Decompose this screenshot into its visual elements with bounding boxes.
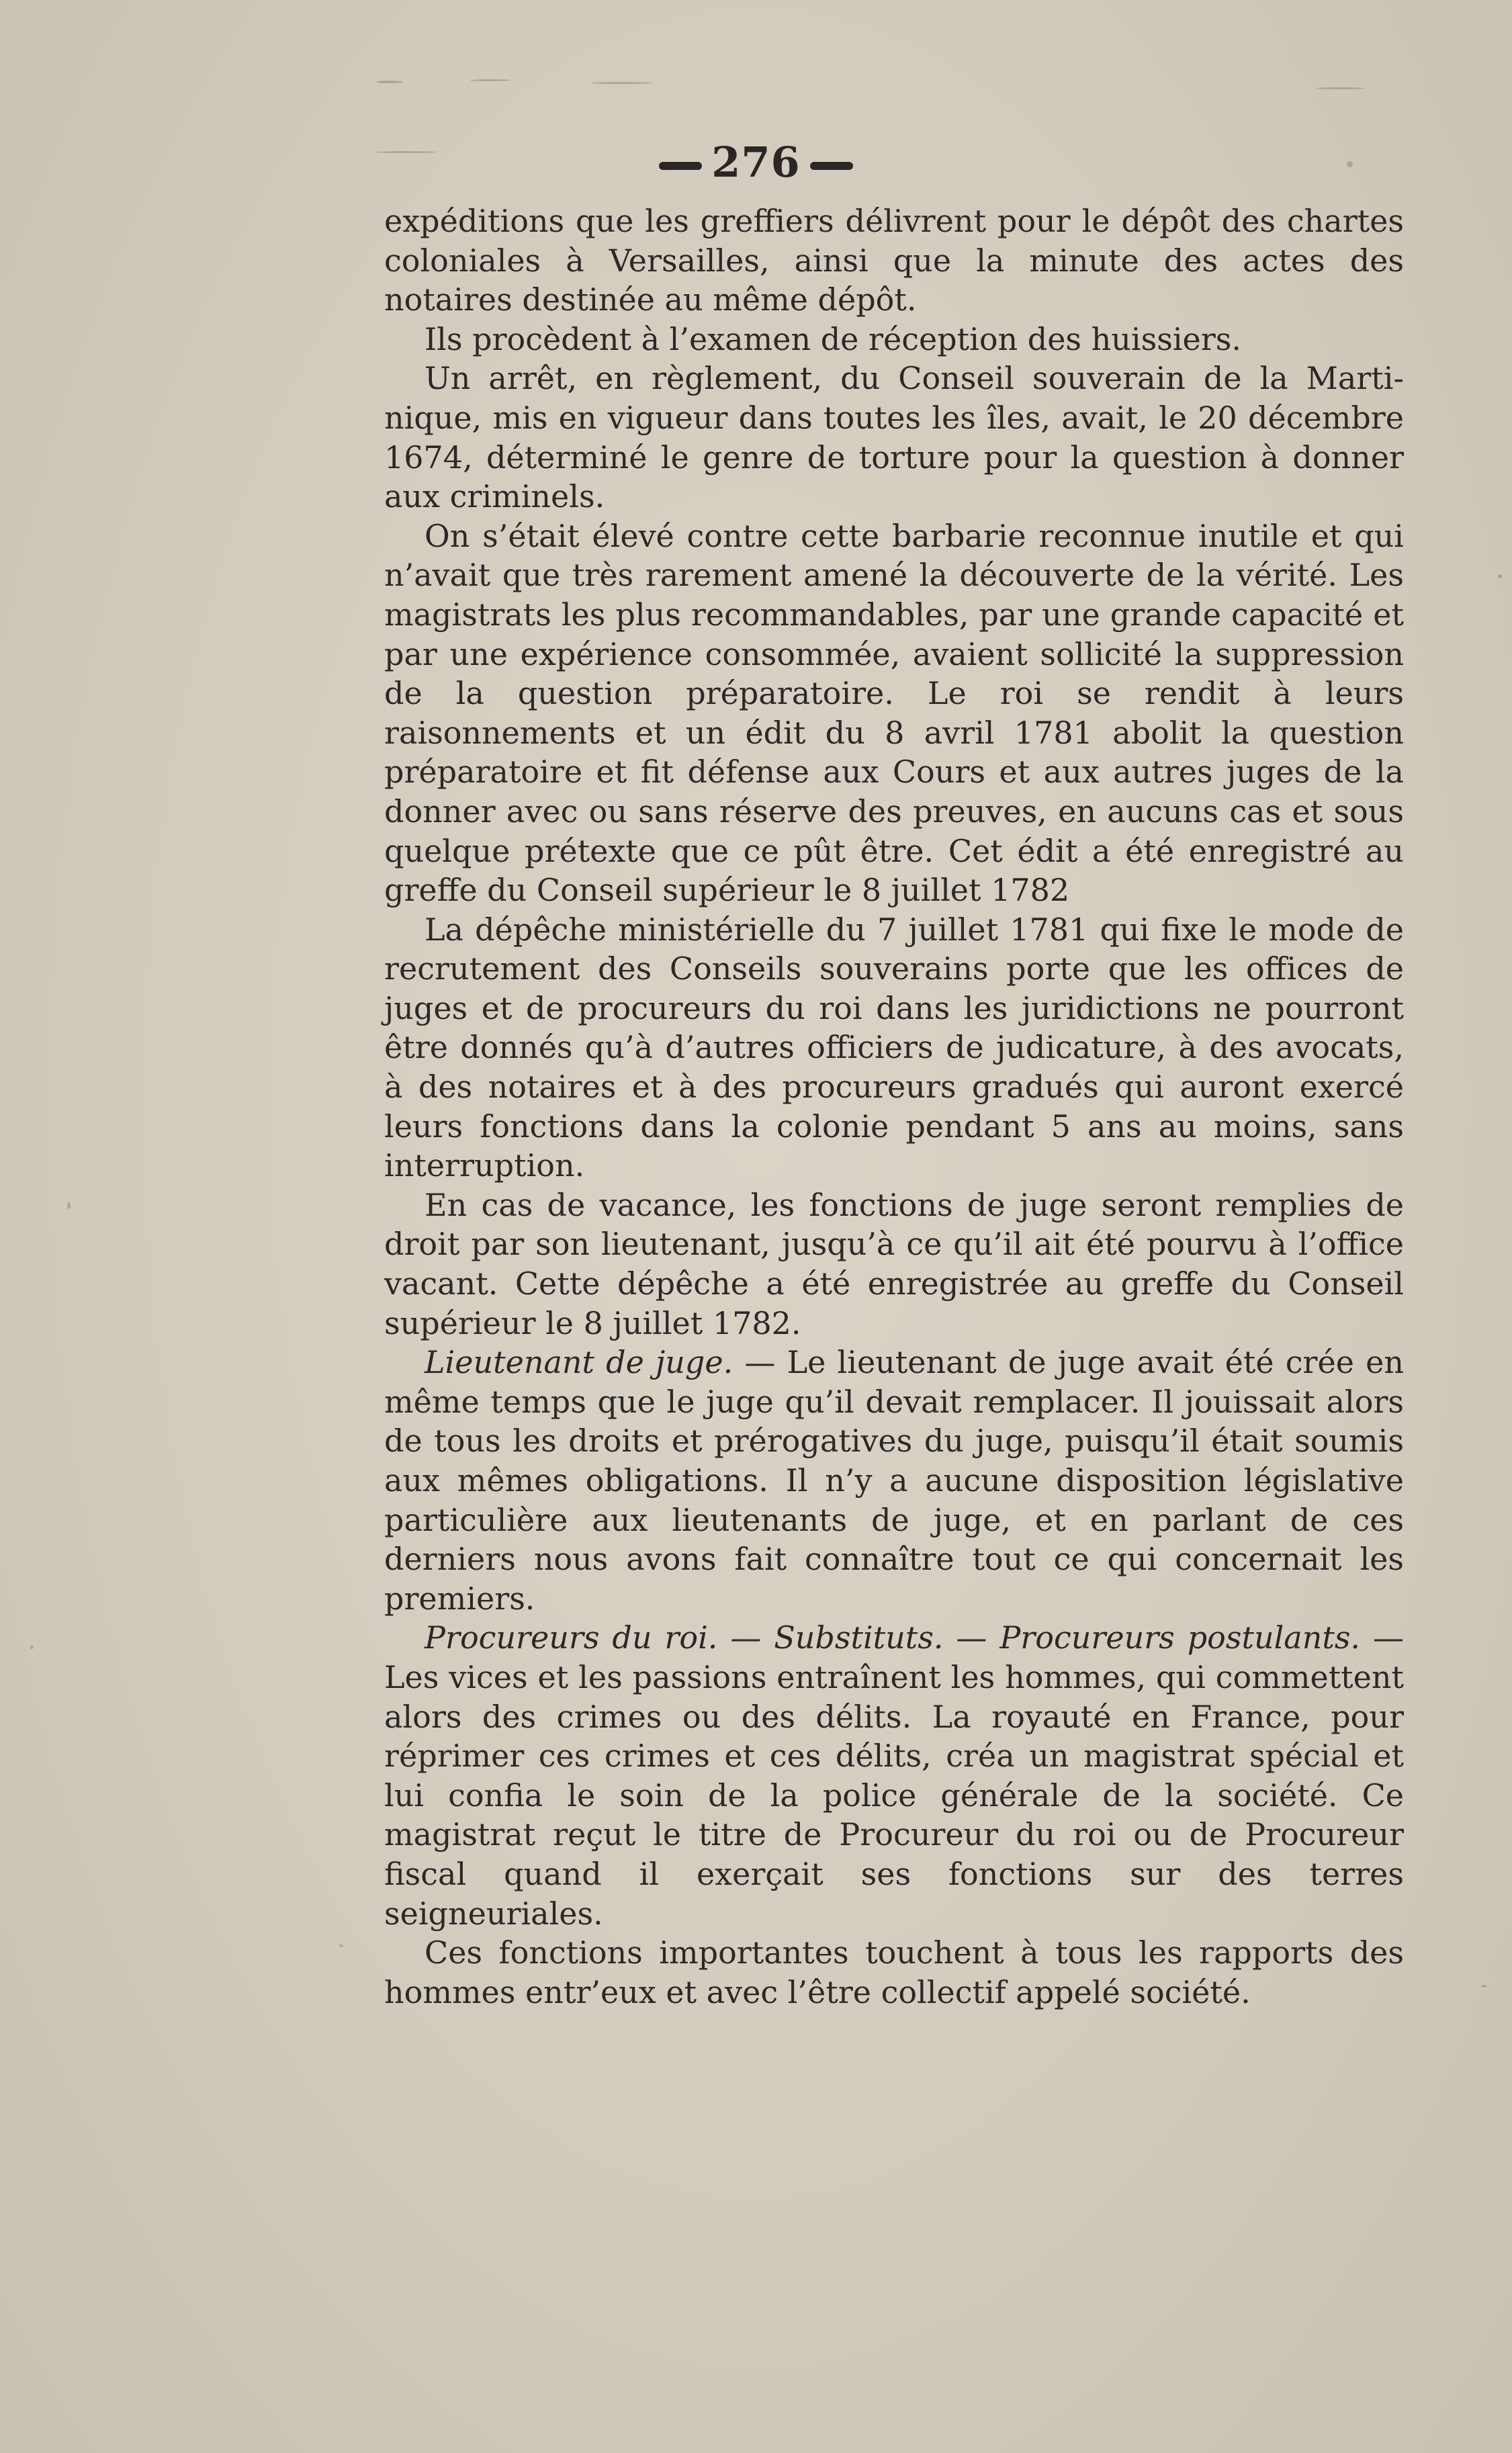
paragraph-7 xyxy=(384,1343,1404,1618)
paragraph-1: expéditions que les greffiers délivrent pour le dépôt des chartes coloniales à Versailles, ainsi que la minute des actes des notaires destinée au même dépôt. xyxy=(384,203,1404,318)
paragraph-6: En cas de vacance, les fonctions de juge seront remplies de droit par son lieutenant, jusqu’à ce qu’il ait été pourvu à l’office vacant. Cette dépêche a été enregistrée au greffe du Conseil supérieur le 8 juillet 1782. xyxy=(384,1186,1404,1341)
paragraph-9: Ces fonctions importantes touchent à tous les rapports des hommes entr’eux et avec l’être collectif appelé société. xyxy=(384,1934,1404,2010)
body-text xyxy=(384,202,1404,2012)
section-title-procureurs: Procureurs du roi. — Substituts. — Procureurs postulants. xyxy=(425,1619,1361,1656)
paragraph-8 xyxy=(384,1618,1404,1933)
page-number: 276 xyxy=(711,138,801,187)
paragraph-7-text: — Le lieutenant de juge avait été crée en même temps que le juge qu’il devait remplacer. Il jouissait alors de tous les droits et prérogatives du juge, puisqu’il était soumis aux mêmes obligations. Il n’y a aucune disposition législative particulière aux lieutenants de juge, et en parlant de ces derniers nous avons fait connaître tout ce qui concernait les premiers. xyxy=(384,1344,1405,1617)
paper-speck xyxy=(67,1202,71,1209)
paragraph-8-text: — Les vices et les passions entraînent les hommes, qui commettent alors des crimes ou des délits. La royauté en France, pour réprimer ces crimes et ces délits, créa un magistrat spécial et lui confia le soin de la police générale de la société. Ce magistrat reçut le titre de Procureur du roi ou de Procureur fiscal quand il exerçait ses fonctions sur des terres seigneuriales. xyxy=(384,1619,1404,1932)
paragraph-5: La dépêche ministérielle du 7 juillet 1781 qui fixe le mode de recrutement des Conseils souverains porte que les offices de juges et de procureurs du roi dans les juridictions ne pourront être donnés qu’à d’autres officiers de judicature, à des avocats, à des notaires et à des procureurs gradués qui auront exercé leurs fonctions dans la colonie pendant 5 ans au moins, sans interruption. xyxy=(384,911,1404,1184)
paper-speck xyxy=(30,1646,34,1649)
paper-speck xyxy=(1498,574,1502,578)
header-dash-left xyxy=(659,162,702,170)
paper-speck xyxy=(1317,87,1364,89)
header-dash-right xyxy=(810,162,853,170)
section-title-lieutenant: Lieutenant de juge. xyxy=(425,1344,733,1381)
paper-speck xyxy=(470,79,510,81)
page-header xyxy=(0,138,1512,187)
paragraph-2: Ils procèdent à l’examen de réception des huissiers. xyxy=(425,320,1241,357)
paper-speck xyxy=(591,82,652,84)
paragraph-3: Un arrêt, en règlement, du Conseil souverain de la Martinique, mis en vigueur dans toutes les îles, avait, le 20 décembre 1674, déterminé le genre de torture pour la question à donner aux criminels. xyxy=(384,360,1404,515)
paper-speck xyxy=(376,81,403,83)
paper-speck xyxy=(1481,1985,1486,1988)
paper-speck xyxy=(339,1945,343,1947)
paragraph-4: On s’était élevé contre cette barbarie reconnue inutile et qui n’avait que très rarement amené la découverte de la vérité. Les magistrats les plus recommandables, par une grande capacité et par une expérience consommée, avaient sollicité la suppression de la question préparatoire. Le roi se rendit à leurs raisonnements et un édit du 8 avril 1781 abolit la question préparatoire et fit défense aux Cours et aux autres juges de la donner avec ou sans réserve des preuves, en aucuns cas et sous quelque prétexte que ce pût être. Cet édit a été enregistré au greffe du Conseil supérieur le 8 juillet 1782 xyxy=(384,517,1404,909)
